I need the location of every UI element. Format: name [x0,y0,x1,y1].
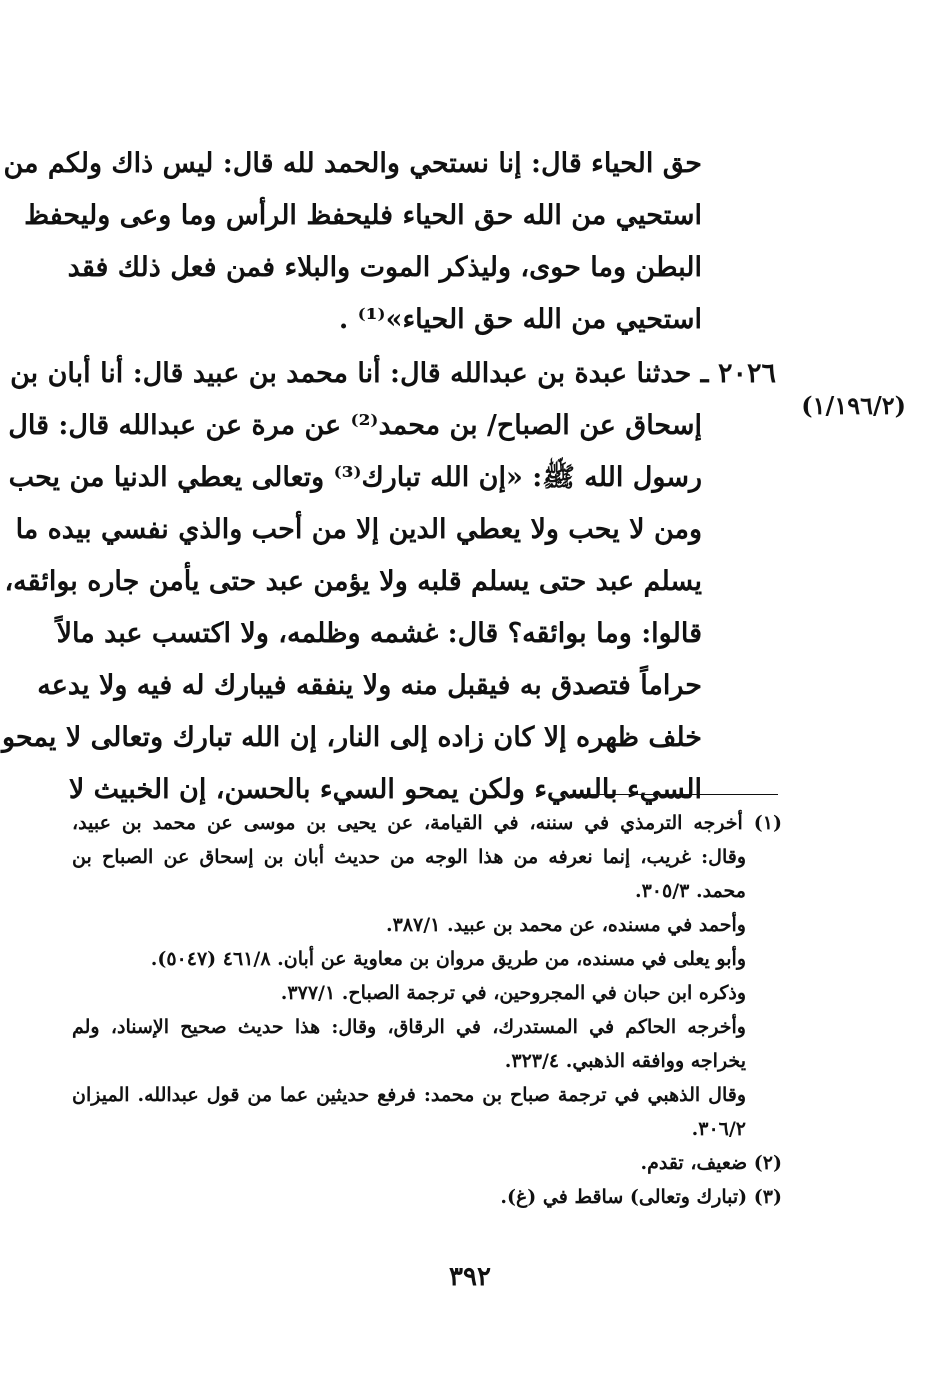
footnote-line: وأبو يعلى في مسنده، من طريق مروان بن معاوية عن أبان. ٤٦١/٨ (٥٠٤٧). [150,948,746,970]
text-line: يسلم عبد حتى يسلم قلبه ولا يؤمن عبد حتى يأمن جاره بوائقه، [4,566,702,597]
footnotes [72,806,782,1214]
footnote-line: (٣) (تبارك وتعالى) ساقط في (غ). [500,1186,782,1208]
manuscript-margin-reference: (١/١٩٦/٢) [801,391,906,420]
footnote-line: وذكره ابن حبان في المجروحين، في ترجمة الصباح. ٣٧٧/١. [280,982,746,1004]
text-line: استحيي من الله حق الحياء»⁽¹⁾ . [338,304,702,335]
text-line: السيء بالسيء ولكن يمحو السيء بالحسن، إن الخبيث لا [68,774,702,805]
footnote-line: (٢) ضعيف، تقدم. [640,1152,782,1174]
footnote-line: وأحمد في مسنده، عن محمد بن عبيد. ٣٨٧/١. [385,914,746,936]
footnote-line: ٣٠٦/٢. [691,1118,746,1140]
text-line: حراماً فتصدق به فيقبل منه ولا ينفقه فيبارك له فيه ولا يدعه [37,670,702,701]
footnote-line: وقال الذهبي في ترجمة صباح بن محمد: فرفع حديثين عما من قول عبدالله. الميزان [72,1084,746,1106]
text-line: حق الحياء قال: إنا نستحي والحمد لله قال: ليس ذاك ولكم من [3,148,702,179]
main-text [1,138,776,816]
footnote-line: (١) أخرجه الترمذي في سننه، في القيامة، عن يحيى بن موسى عن محمد بن عبيد، [72,812,782,834]
text-line: إسحاق عن الصباح/ بن محمد⁽²⁾ عن مرة عن عبدالله قال: قال [8,410,702,441]
text-line: البطن وما حوى، وليذكر الموت والبلاء فمن فعل ذلك فقد [67,252,702,283]
text-line: قالوا: وما بوائقه؟ قال: غشمه وظلمه، ولا اكتسب عبد مالاً [56,618,702,649]
hadith-start-line: ٢٠٢٦ ـ حدثنا عبدة بن عبدالله قال: أنا محمد بن عبيد قال: أنا أبان بن [10,358,776,389]
footnote-line: وقال: غريب، إنما نعرفه من هذا الوجه من حديث أبان بن إسحاق عن الصباح بن [72,846,746,868]
page-number: ٣٩٢ [449,1262,491,1292]
text-line: خلف ظهره إلا كان زاده إلى النار، إن الله تبارك وتعالى لا يمحو [1,722,702,753]
text-line: ومن لا يحب ولا يعطي الدين إلا من أحب والذي نفسي بيده ما [15,514,702,545]
text-line: رسول الله ﷺ: «إن الله تبارك⁽³⁾ وتعالى يعطي الدنيا من يحب [8,462,702,493]
footnote-line: وأخرجه الحاكم في المستدرك، في الرقاق، وقال: هذا حديث صحيح الإسناد، ولم [72,1016,746,1038]
footnote-line: يخراجه ووافقه الذهبي. ٣٢٣/٤. [504,1050,746,1072]
footnote-line: محمد. ٣٠٥/٣. [634,880,746,902]
footnote-separator [570,794,778,795]
text-line: استحيي من الله حق الحياء فليحفظ الرأس وما وعى وليحفظ [24,200,702,231]
